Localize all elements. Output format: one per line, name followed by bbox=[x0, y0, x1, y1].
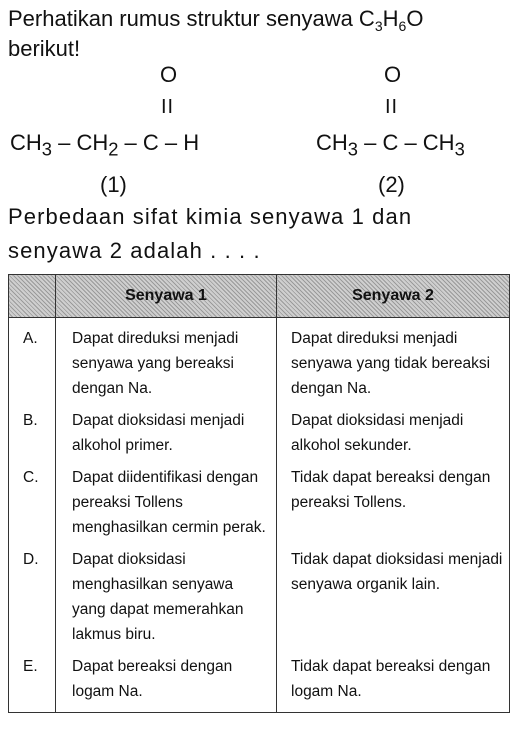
option-senyawa-2: Tidak dapat bereaksi dengan logam Na. bbox=[277, 651, 510, 713]
header-letter bbox=[9, 275, 56, 318]
options-table bbox=[8, 274, 510, 713]
option-senyawa-1: Dapat dioksidasi menghasilkan senyawa yang dapat memerahkan lakmus biru. bbox=[56, 544, 277, 651]
option-letter: A. bbox=[9, 318, 56, 406]
option-letter: D. bbox=[9, 544, 56, 651]
option-letter: B. bbox=[9, 405, 56, 462]
structure-1-formula: $CH_3 - CH_2$ – C – H bbox=[10, 130, 200, 160]
table-row bbox=[9, 462, 510, 544]
option-letter: E. bbox=[9, 651, 56, 713]
header-senyawa-1: Senyawa 1 bbox=[56, 275, 277, 318]
structure-2-formula: $CH_3$ – C – $CH_3$ bbox=[316, 130, 465, 160]
table-row bbox=[9, 651, 510, 713]
structure-2-double-bond: II bbox=[385, 96, 399, 118]
option-senyawa-1: Dapat bereaksi dengan logam Na. bbox=[56, 651, 277, 713]
question-text: Perbedaan sifat kimia senyawa 1 dan senyawa 2 adalah . . . . bbox=[8, 204, 413, 263]
table-row bbox=[9, 544, 510, 651]
option-senyawa-2: Tidak dapat bereaksi dengan pereaksi Tollens. bbox=[277, 462, 510, 544]
option-senyawa-2: Tidak dapat dioksidasi menjadi senyawa organik lain. bbox=[277, 544, 510, 651]
option-senyawa-2: Dapat dioksidasi menjadi alkohol sekunder. bbox=[277, 405, 510, 462]
table-row bbox=[9, 405, 510, 462]
table-row bbox=[9, 318, 510, 406]
structure-1-label: (1) bbox=[100, 172, 127, 197]
option-letter: C. bbox=[9, 462, 56, 544]
structure-1-oxygen: O bbox=[160, 62, 178, 87]
structure-1-double-bond: II bbox=[161, 96, 175, 118]
structure-2-label: (2) bbox=[378, 172, 405, 197]
option-senyawa-2: Dapat direduksi menjadi senyawa yang tidak bereaksi dengan Na. bbox=[277, 318, 510, 406]
header-senyawa-2: Senyawa 2 bbox=[277, 275, 510, 318]
table-header-row bbox=[9, 275, 510, 318]
structure-2-oxygen: O bbox=[384, 62, 402, 87]
option-senyawa-1: Dapat dioksidasi menjadi alkohol primer. bbox=[56, 405, 277, 462]
option-senyawa-1: Dapat direduksi menjadi senyawa yang bereaksi dengan Na. bbox=[56, 318, 277, 406]
option-senyawa-1: Dapat diidentifikasi dengan pereaksi Tollens menghasilkan cermin perak. bbox=[56, 462, 277, 544]
question-intro: Perhatikan rumus struktur senyawa $C_3H_6O$ berikut! bbox=[8, 6, 424, 61]
